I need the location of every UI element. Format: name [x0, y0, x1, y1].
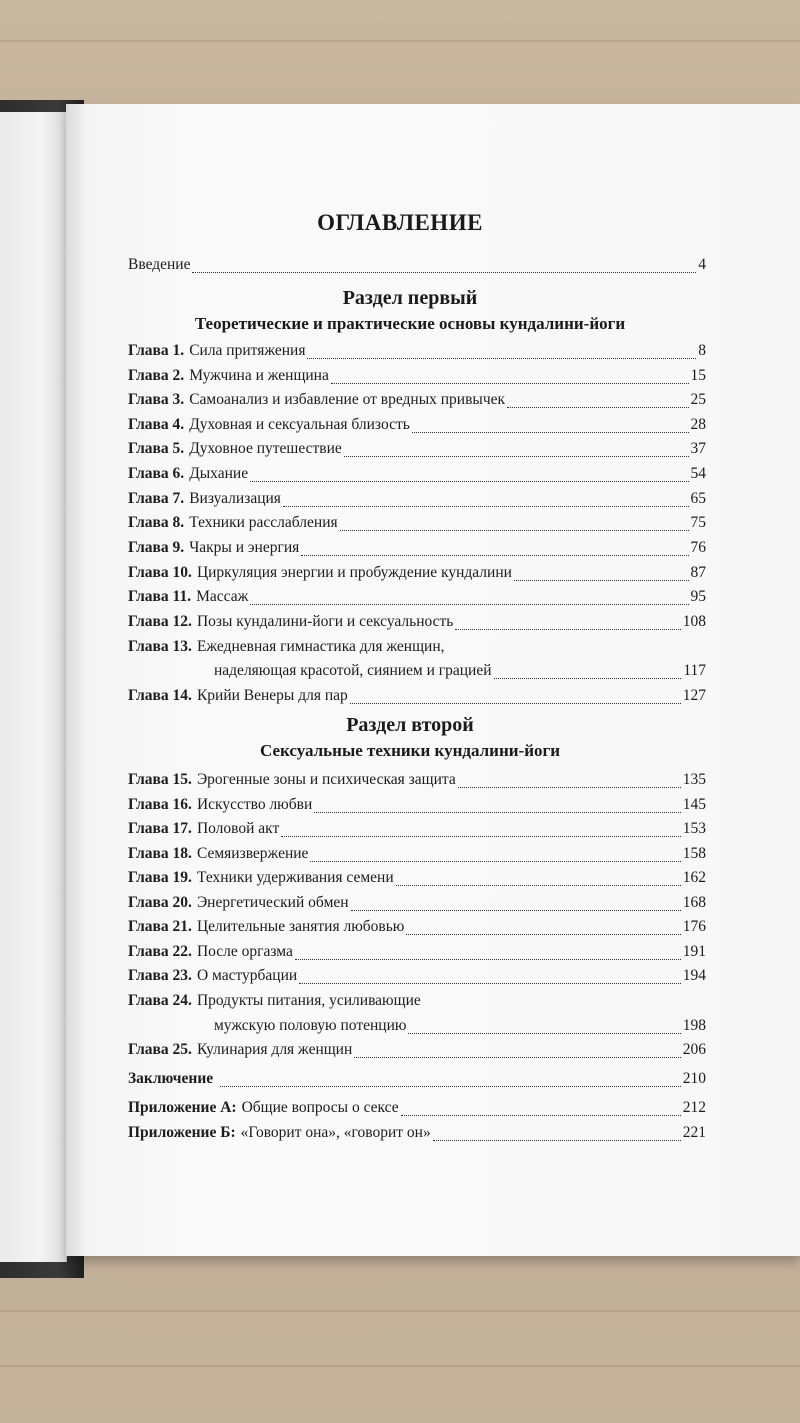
chapter-label: Глава 23. [128, 967, 192, 984]
toc-entry-appendix-a [128, 1099, 706, 1121]
chapter-label: Глава 19. [128, 869, 192, 886]
entry-title: После оргазма [196, 943, 293, 960]
leader-dots [301, 554, 688, 556]
entry-page: 221 [682, 1124, 706, 1141]
entry-page: 212 [682, 1099, 706, 1116]
entry-title: Циркуляция энергии и пробуждение кундалини [196, 564, 512, 581]
toc-entry-continuation [214, 1017, 706, 1039]
entry-title: Позы кундалини-йоги и сексуальность [196, 613, 454, 630]
leader-dots [494, 677, 682, 679]
entry-title: Целительные занятия любовью [196, 918, 405, 935]
toc-entry-chapter [128, 918, 706, 940]
leader-dots [406, 933, 680, 935]
toc-entry-intro [128, 256, 706, 278]
toc-entry-chapter [128, 687, 706, 709]
chapter-label: Глава 18. [128, 845, 192, 862]
chapter-label: Глава 22. [128, 943, 192, 960]
entry-page: 176 [682, 918, 706, 935]
toc-entry-chapter [128, 490, 706, 512]
toc-entry-conclusion [128, 1070, 706, 1092]
entry-title: Духовная и сексуальная близость [189, 416, 410, 433]
toc-entry-continuation [214, 662, 706, 684]
entry-page: 28 [690, 416, 706, 433]
entry-page: 135 [682, 771, 706, 788]
chapter-label: Глава 12. [128, 613, 192, 630]
chapter-label: Глава 1. [128, 342, 185, 359]
entry-page: 162 [682, 869, 706, 886]
chapter-label: Глава 17. [128, 820, 192, 837]
toc-entry-chapter [128, 564, 706, 586]
leader-dots [396, 884, 681, 886]
entry-page: 117 [683, 662, 706, 679]
entry-page: 108 [682, 613, 706, 630]
entry-title: Визуализация [189, 490, 281, 507]
entry-title: Заключение [128, 1070, 214, 1087]
entry-title: Энергетический обмен [196, 894, 349, 911]
chapter-label: Глава 21. [128, 918, 192, 935]
leader-dots [401, 1114, 681, 1116]
toc-entry-chapter [128, 967, 706, 989]
chapter-label: Глава 15. [128, 771, 192, 788]
entry-title: Семяизвержение [196, 845, 309, 862]
wood-grain [0, 1310, 800, 1312]
entry-page: 76 [690, 539, 706, 556]
entry-page: 168 [682, 894, 706, 911]
entry-title: Общие вопросы о сексе [241, 1099, 399, 1116]
leader-dots [331, 382, 689, 384]
entry-page: 54 [690, 465, 706, 482]
entry-title: Техники расслабления [189, 514, 338, 531]
toc-entry-chapter [128, 416, 706, 438]
entry-title: Мужчина и женщина [189, 367, 329, 384]
chapter-label: Глава 20. [128, 894, 192, 911]
leader-dots [283, 505, 689, 507]
entry-title: Крийи Венеры для пар [196, 687, 348, 704]
toc-entry-chapter [128, 440, 706, 462]
toc-entry-chapter [128, 869, 706, 891]
chapter-label: Глава 14. [128, 687, 192, 704]
chapter-label: Глава 6. [128, 465, 185, 482]
toc-entry-chapter [128, 820, 706, 842]
toc-entry-chapter [128, 771, 706, 793]
chapter-label: Глава 8. [128, 514, 185, 531]
entry-title: «Говорит она», «говорит он» [240, 1124, 431, 1141]
appendix-label: Приложение А: [128, 1099, 237, 1116]
leader-dots [295, 958, 681, 960]
entry-title: Сила притяжения [189, 342, 306, 359]
chapter-label: Глава 24. [128, 992, 192, 1009]
toc-entry-chapter [128, 894, 706, 916]
leader-dots [514, 579, 689, 581]
entry-title: Дыхание [189, 465, 249, 482]
leader-dots [250, 480, 688, 482]
entry-title: Продукты питания, усиливающие [196, 992, 421, 1009]
leader-dots [351, 909, 681, 911]
entry-page: 15 [690, 367, 706, 384]
entry-page: 8 [698, 342, 706, 359]
section-subtitle: Сексуальные техники кундалини-йоги [259, 741, 560, 760]
entry-title: Ежедневная гимнастика для женщин, [196, 638, 445, 655]
entry-page: 127 [682, 687, 706, 704]
chapter-label: Глава 7. [128, 490, 185, 507]
entry-title: Чакры и энергия [189, 539, 300, 556]
wood-grain [0, 40, 800, 42]
leader-dots [220, 1085, 681, 1087]
toc-entry-chapter [128, 1041, 706, 1063]
chapter-label: Глава 5. [128, 440, 185, 457]
entry-page: 210 [682, 1070, 706, 1087]
leader-dots [344, 455, 689, 457]
entry-page: 194 [682, 967, 706, 984]
toc-entry-chapter [128, 992, 706, 1014]
leader-dots [310, 860, 680, 862]
chapter-label: Глава 25. [128, 1041, 192, 1058]
entry-page: 206 [682, 1041, 706, 1058]
appendix-label: Приложение Б: [128, 1124, 236, 1141]
entry-title: Техники удерживания семени [196, 869, 394, 886]
section-title: Раздел второй [346, 714, 474, 736]
toc-entry-chapter [128, 796, 706, 818]
toc-entry-chapter [128, 638, 706, 660]
leader-dots [340, 529, 689, 531]
chapter-label: Глава 16. [128, 796, 192, 813]
entry-page: 75 [690, 514, 706, 531]
entry-page: 153 [682, 820, 706, 837]
leader-dots [408, 1032, 680, 1034]
leader-dots [455, 628, 680, 630]
entry-title: Эрогенные зоны и психическая защита [196, 771, 456, 788]
toc-title: ОГЛАВЛЕНИЕ [317, 210, 483, 235]
toc-entry-chapter [128, 539, 706, 561]
chapter-label: Глава 10. [128, 564, 192, 581]
leader-dots [192, 271, 696, 273]
section-subtitle: Теоретические и практические основы кундалини-йоги [194, 314, 626, 333]
toc-entry-chapter [128, 391, 706, 413]
toc-entry-chapter [128, 465, 706, 487]
section-title: Раздел первый [342, 287, 478, 309]
leader-dots [299, 982, 681, 984]
entry-page: 4 [698, 256, 706, 273]
chapter-label: Глава 2. [128, 367, 185, 384]
leader-dots [281, 835, 680, 837]
leader-dots [458, 786, 681, 788]
chapter-label: Глава 13. [128, 638, 192, 655]
leader-dots [433, 1139, 681, 1141]
entry-title: Кулинария для женщин [196, 1041, 353, 1058]
leader-dots [507, 406, 688, 408]
entry-page: 191 [682, 943, 706, 960]
entry-title-line2: наделяющая красотой, сиянием и грацией [214, 662, 492, 679]
leader-dots [307, 357, 696, 359]
toc-entry-chapter [128, 613, 706, 635]
entry-page: 158 [682, 845, 706, 862]
chapter-label: Глава 4. [128, 416, 185, 433]
wood-grain [0, 1365, 800, 1367]
entry-page: 65 [690, 490, 706, 507]
entry-title: Духовное путешествие [189, 440, 342, 457]
chapter-label: Глава 9. [128, 539, 185, 556]
entry-title-line2: мужскую половую потенцию [214, 1017, 407, 1034]
entry-page: 145 [682, 796, 706, 813]
entry-title: О мастурбации [196, 967, 298, 984]
leader-dots [314, 811, 680, 813]
left-page [0, 112, 67, 1262]
toc-entry-appendix-b [128, 1124, 706, 1146]
entry-page: 198 [682, 1017, 706, 1034]
toc-entry-chapter [128, 342, 706, 364]
toc-entry-chapter [128, 943, 706, 965]
entry-title: Половой акт [196, 820, 280, 837]
chapter-label: Глава 3. [128, 391, 185, 408]
toc-entry-chapter [128, 367, 706, 389]
entry-title: Самоанализ и избавление от вредных привычек [189, 391, 506, 408]
leader-dots [250, 603, 688, 605]
entry-title: Введение [128, 256, 191, 273]
entry-title: Искусство любви [196, 796, 313, 813]
entry-page: 25 [690, 391, 706, 408]
entry-title: Массаж [196, 588, 249, 605]
leader-dots [412, 431, 689, 433]
entry-page: 87 [690, 564, 706, 581]
toc-entry-chapter [128, 514, 706, 536]
entry-page: 95 [690, 588, 706, 605]
entry-page: 37 [690, 440, 706, 457]
toc-entry-chapter [128, 845, 706, 867]
leader-dots [350, 702, 681, 704]
chapter-label: Глава 11. [128, 588, 192, 605]
leader-dots [354, 1056, 680, 1058]
toc-entry-chapter [128, 588, 706, 610]
